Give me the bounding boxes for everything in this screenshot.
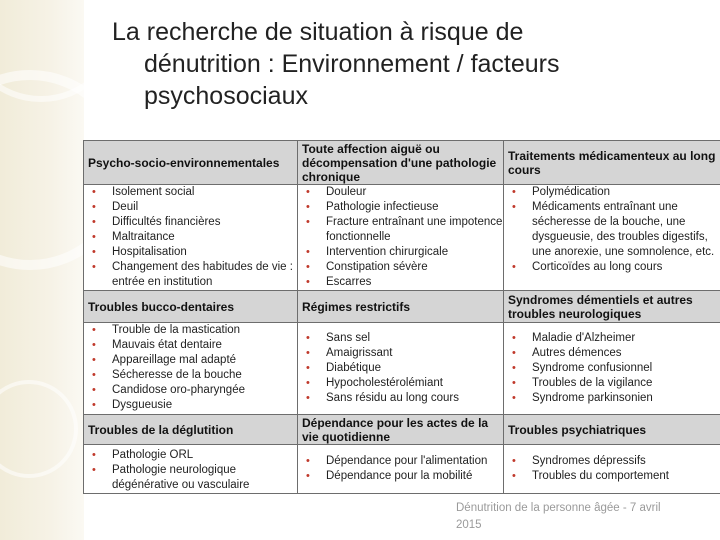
header-cell: Troubles bucco-dentaires	[84, 291, 298, 323]
table-row	[84, 323, 720, 415]
table-row	[84, 185, 720, 291]
header-cell: Psycho-socio-environnementales	[84, 141, 298, 185]
footer-line-1: Dénutrition de la personne âgée - 7 avril	[456, 502, 661, 514]
title-line-2: dénutrition : Environnement / facteurs	[144, 50, 560, 78]
list-cell	[298, 323, 504, 415]
header-cell: Régimes restrictifs	[298, 291, 504, 323]
risk-factors-table	[83, 140, 720, 494]
list-item: • Trouble de la mastication	[88, 323, 297, 338]
decorative-side-band	[0, 0, 84, 540]
list-item: • Dysgueusie	[88, 398, 297, 413]
title-line-1: La recherche de situation à risque de	[112, 18, 524, 46]
list-cell	[84, 445, 298, 494]
header-cell: Dépendance pour les actes de la vie quotidienne	[298, 415, 504, 445]
list-item: • Intervention chirurgicale	[302, 245, 503, 260]
list-item: • Mauvais état dentaire	[88, 338, 297, 353]
table-header-row	[84, 141, 720, 185]
list-item: • Corticoïdes au long cours	[508, 260, 720, 275]
list-item: • Syndromes dépressifs	[508, 454, 720, 469]
decorative-ring	[0, 380, 78, 478]
list-cell	[84, 185, 298, 291]
bullet-list	[88, 185, 297, 290]
bullet-list	[508, 331, 720, 406]
table-header-row	[84, 291, 720, 323]
header-cell: Troubles psychiatriques	[504, 415, 720, 445]
list-cell	[504, 323, 720, 415]
slide-title	[112, 16, 672, 112]
list-cell	[298, 185, 504, 291]
header-cell: Traitements médicamenteux au long cours	[504, 141, 720, 185]
list-item: • Troubles de la vigilance	[508, 376, 720, 391]
list-item: • Escarres	[302, 275, 503, 290]
list-item: • Polymédication	[508, 185, 720, 200]
list-item: • Candidose oro-pharyngée	[88, 383, 297, 398]
list-item: • Deuil	[88, 200, 297, 215]
table-row	[84, 445, 720, 494]
list-item: • Pathologie ORL	[88, 448, 297, 463]
list-item: • Autres démences	[508, 346, 720, 361]
list-item: • Dépendance pour la mobilité	[302, 469, 503, 484]
list-item: • Appareillage mal adapté	[88, 353, 297, 368]
list-item: • Maladie d'Alzheimer	[508, 331, 720, 346]
header-cell: Syndromes démentiels et autres troubles neurologiques	[504, 291, 720, 323]
list-item: • Maltraitance	[88, 230, 297, 245]
list-item: • Fracture entraînant une impotence fonctionnelle	[302, 215, 503, 245]
list-item: • Isolement social	[88, 185, 297, 200]
bullet-list	[302, 185, 503, 290]
list-cell	[504, 185, 720, 291]
bullet-list	[508, 185, 720, 275]
list-cell	[504, 445, 720, 494]
list-item: • Hospitalisation	[88, 245, 297, 260]
list-item: • Sans résidu au long cours	[302, 391, 503, 406]
bullet-list	[88, 323, 297, 413]
bullet-list	[508, 454, 720, 484]
list-cell	[84, 323, 298, 415]
list-item: • Syndrome parkinsonien	[508, 391, 720, 406]
list-cell	[298, 445, 504, 494]
list-item: • Changement des habitudes de vie : entrée en institution	[88, 260, 297, 290]
list-item: • Amaigrissant	[302, 346, 503, 361]
table-header-row	[84, 415, 720, 445]
bullet-list	[88, 448, 297, 493]
decorative-ring	[0, 0, 122, 102]
list-item: • Diabétique	[302, 361, 503, 376]
list-item: • Sécheresse de la bouche	[88, 368, 297, 383]
bullet-list	[302, 454, 503, 484]
list-item: • Constipation sévère	[302, 260, 503, 275]
list-item: • Dépendance pour l'alimentation	[302, 454, 503, 469]
header-cell: Toute affection aiguë ou décompensation d'une pathologie chronique	[298, 141, 504, 185]
list-item: • Syndrome confusionnel	[508, 361, 720, 376]
list-item: • Pathologie infectieuse	[302, 200, 503, 215]
list-item: • Troubles du comportement	[508, 469, 720, 484]
list-item: • Difficultés financières	[88, 215, 297, 230]
list-item: • Hypocholestérolémiant	[302, 376, 503, 391]
list-item: • Médicaments entraînant une sécheresse de la bouche, une dysgueusie, des troubles digestifs, une anorexie, une somnolence, etc.	[508, 200, 720, 260]
header-cell: Troubles de la déglutition	[84, 415, 298, 445]
title-line-3: psychosociaux	[144, 82, 308, 110]
bullet-list	[302, 331, 503, 406]
list-item: • Pathologie neurologique dégénérative ou vasculaire	[88, 463, 297, 493]
list-item: • Douleur	[302, 185, 503, 200]
list-item: • Sans sel	[302, 331, 503, 346]
slide-footer	[456, 500, 696, 534]
footer-line-2: 2015	[456, 519, 482, 531]
